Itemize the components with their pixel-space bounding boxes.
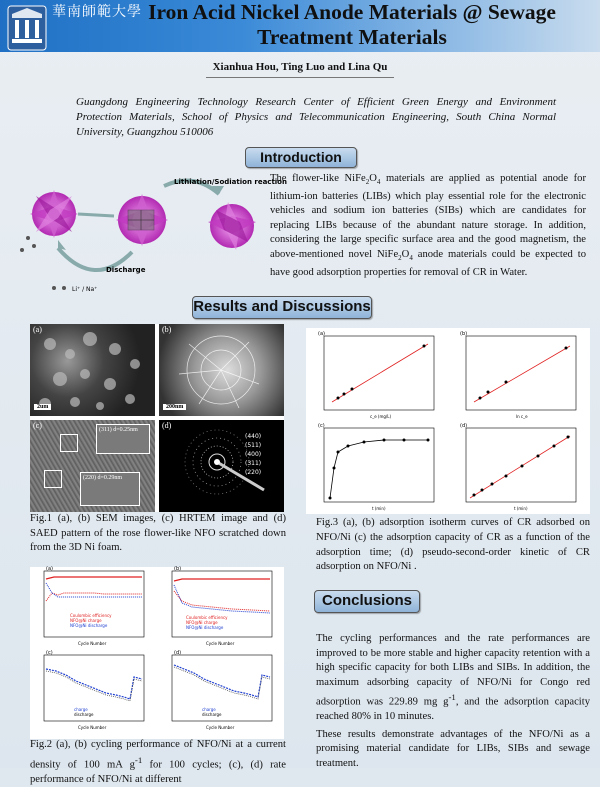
svg-text:(c): (c): [318, 423, 325, 429]
svg-text:NFO@Ni charge: NFO@Ni charge: [70, 618, 102, 623]
figure-3: [306, 328, 590, 514]
conclusions-p1: The cycling performances and the rate performances are improved to be more stable and higher capacity retention with a high specific capacity for both LIBs and SIBs. In addition, the maximum adsorbing capacity of NFO/Ni for Congo red adsorption was 229.89 mg $g^{-1}$, and the adsorption capacity reached 80% in 10 minutes.: [316, 633, 590, 723]
chart-2c: [44, 650, 144, 730]
svg-text:Cycle Number: Cycle Number: [206, 641, 235, 646]
svg-text:t (min): t (min): [514, 506, 528, 511]
svg-text:discharge: discharge: [74, 712, 94, 717]
svg-text:(d): (d): [460, 423, 468, 429]
svg-text:t (min): t (min): [372, 506, 386, 511]
chart-2a: [44, 566, 144, 646]
label-discharge: Discharge: [106, 266, 146, 274]
chart-2b: [172, 566, 272, 646]
poster-title: Iron Acid Nickel Anode Materials @ Sewage Treatment Materials: [148, 0, 556, 49]
sem-image-a: (a) 2um: [30, 324, 155, 416]
conclusions-text: [316, 632, 590, 774]
sem-image-b: (b) 200nm: [159, 324, 284, 416]
ion-dot: [52, 286, 56, 290]
svg-text:(511): (511): [245, 442, 262, 449]
flower-icon-1: [30, 190, 78, 238]
svg-text:Cycle Number: Cycle Number: [78, 725, 107, 730]
svg-text:charge: charge: [202, 707, 216, 712]
section-conclusions: Conclusions: [314, 590, 420, 613]
svg-text:(d): (d): [174, 650, 182, 656]
authors-divider: [206, 77, 394, 78]
svg-text:discharge: discharge: [202, 712, 222, 717]
figure-1-caption: Fig.1 (a), (b) SEM images, (c) HRTEM image and (d) SAED pattern of the rose flower-like NFO scratched down from the 3D Ni foam.: [30, 513, 286, 553]
chart-3d: [460, 423, 576, 511]
svg-text:NFO@Ni charge: NFO@Ni charge: [186, 620, 218, 625]
svg-text:(440): (440): [245, 433, 262, 440]
ion-dot: [20, 248, 24, 252]
label-ions: Li⁺ / Na⁺: [72, 286, 98, 293]
figure-2-caption: Fig.2 (a), (b) cycling performance of NFO/Ni at a current density of 100 mA $g^{-1}$ for 100 cycles; (c), (d) rate performance of NFO/Ni at different: [30, 739, 286, 785]
svg-text:(311): (311): [245, 460, 262, 467]
svg-text:c_e (mg/L): c_e (mg/L): [370, 414, 392, 419]
ion-dot: [32, 244, 36, 248]
svg-text:NFO@Ni discharge: NFO@Ni discharge: [186, 625, 224, 630]
section-results: Results and Discussions: [192, 296, 372, 319]
sem-texture: [30, 324, 155, 416]
flower-icon-2: [116, 194, 168, 246]
svg-text:ln c_e: ln c_e: [516, 414, 528, 419]
svg-text:charge: charge: [74, 707, 88, 712]
ion-dot: [26, 236, 30, 240]
intro-schematic: [14, 172, 287, 297]
authors: Xianhua Hou, Ting Luo and Lina Qu: [212, 61, 388, 73]
svg-text:Cycle Number: Cycle Number: [206, 725, 235, 730]
svg-text:(a): (a): [318, 331, 325, 337]
university-logo-text: 華南師範大學: [52, 4, 142, 20]
conclusions-p2: These results demonstrate advantages of the NFO/Ni as a promising material candidate for LIBs, SIBs and sewage treatment.: [316, 728, 590, 769]
figure-3-caption: Fig.3 (a), (b) adsorption isotherm curves of CR adsorbed on NFO/Ni (c) the adsorption capacity of CR as a function of the adsorption time; (d) pseudo-second-order kinetic of CR adsorption on NFO/Ni .: [316, 517, 590, 573]
sem-flower-texture: [159, 324, 284, 416]
label-reaction: Lithiation/Sodiation reaction: [174, 178, 287, 186]
svg-text:Coulombic efficiency: Coulombic efficiency: [70, 613, 112, 618]
svg-text:Cycle Number: Cycle Number: [78, 641, 107, 646]
hrtem-image-c: (c) (311) d=0.25nm (220) d=0.29nm: [30, 420, 155, 512]
ion-dot: [62, 286, 66, 290]
chart-3b: [460, 331, 576, 419]
svg-text:NFO@Ni discharge: NFO@Ni discharge: [70, 623, 108, 628]
section-introduction: Introduction: [245, 147, 357, 168]
chart-3a: [318, 331, 434, 419]
intro-paragraph: The flower-like $NiFe_2O_4$ materials are applied as potential anode for lithium-ion batteries (LIBs) which play essential role for the electronic vehicles and sodium ion batteries (SIBs) which are candidates for replacing LIBs because of the abundant nature storage. In addition, considering the large specific surface area and the good magnetism, the above-mentioned novel $NiFe_2O_4$ anode materials could be expected to have good adsorption properties for removal of CR in Water.: [270, 173, 586, 278]
affiliation: Guangdong Engineering Technology Research Center of Efficient Green Energy and Environment Protection Materials, School of Physics and Telecommunication Engineering, South China Normal University, Guangzhou 510006: [76, 96, 556, 138]
svg-text:(c): (c): [46, 650, 53, 656]
svg-text:Coulombic efficiency: Coulombic efficiency: [186, 615, 228, 620]
saed-pattern: [159, 420, 284, 512]
saed-image-d: (440) (511) (400) (311) (220) (d): [159, 420, 284, 512]
figure-2: [30, 567, 284, 739]
chart-2d: [172, 650, 272, 730]
svg-text:(a): (a): [46, 566, 53, 572]
svg-text:(220): (220): [245, 469, 262, 476]
arrow-right-icon: [78, 214, 114, 216]
chart-3c: [318, 423, 434, 511]
figure-1: [30, 324, 284, 512]
flower-icon-3: [208, 202, 256, 250]
svg-text:(b): (b): [460, 331, 468, 337]
svg-text:(b): (b): [174, 566, 182, 572]
svg-text:(400): (400): [245, 451, 262, 458]
